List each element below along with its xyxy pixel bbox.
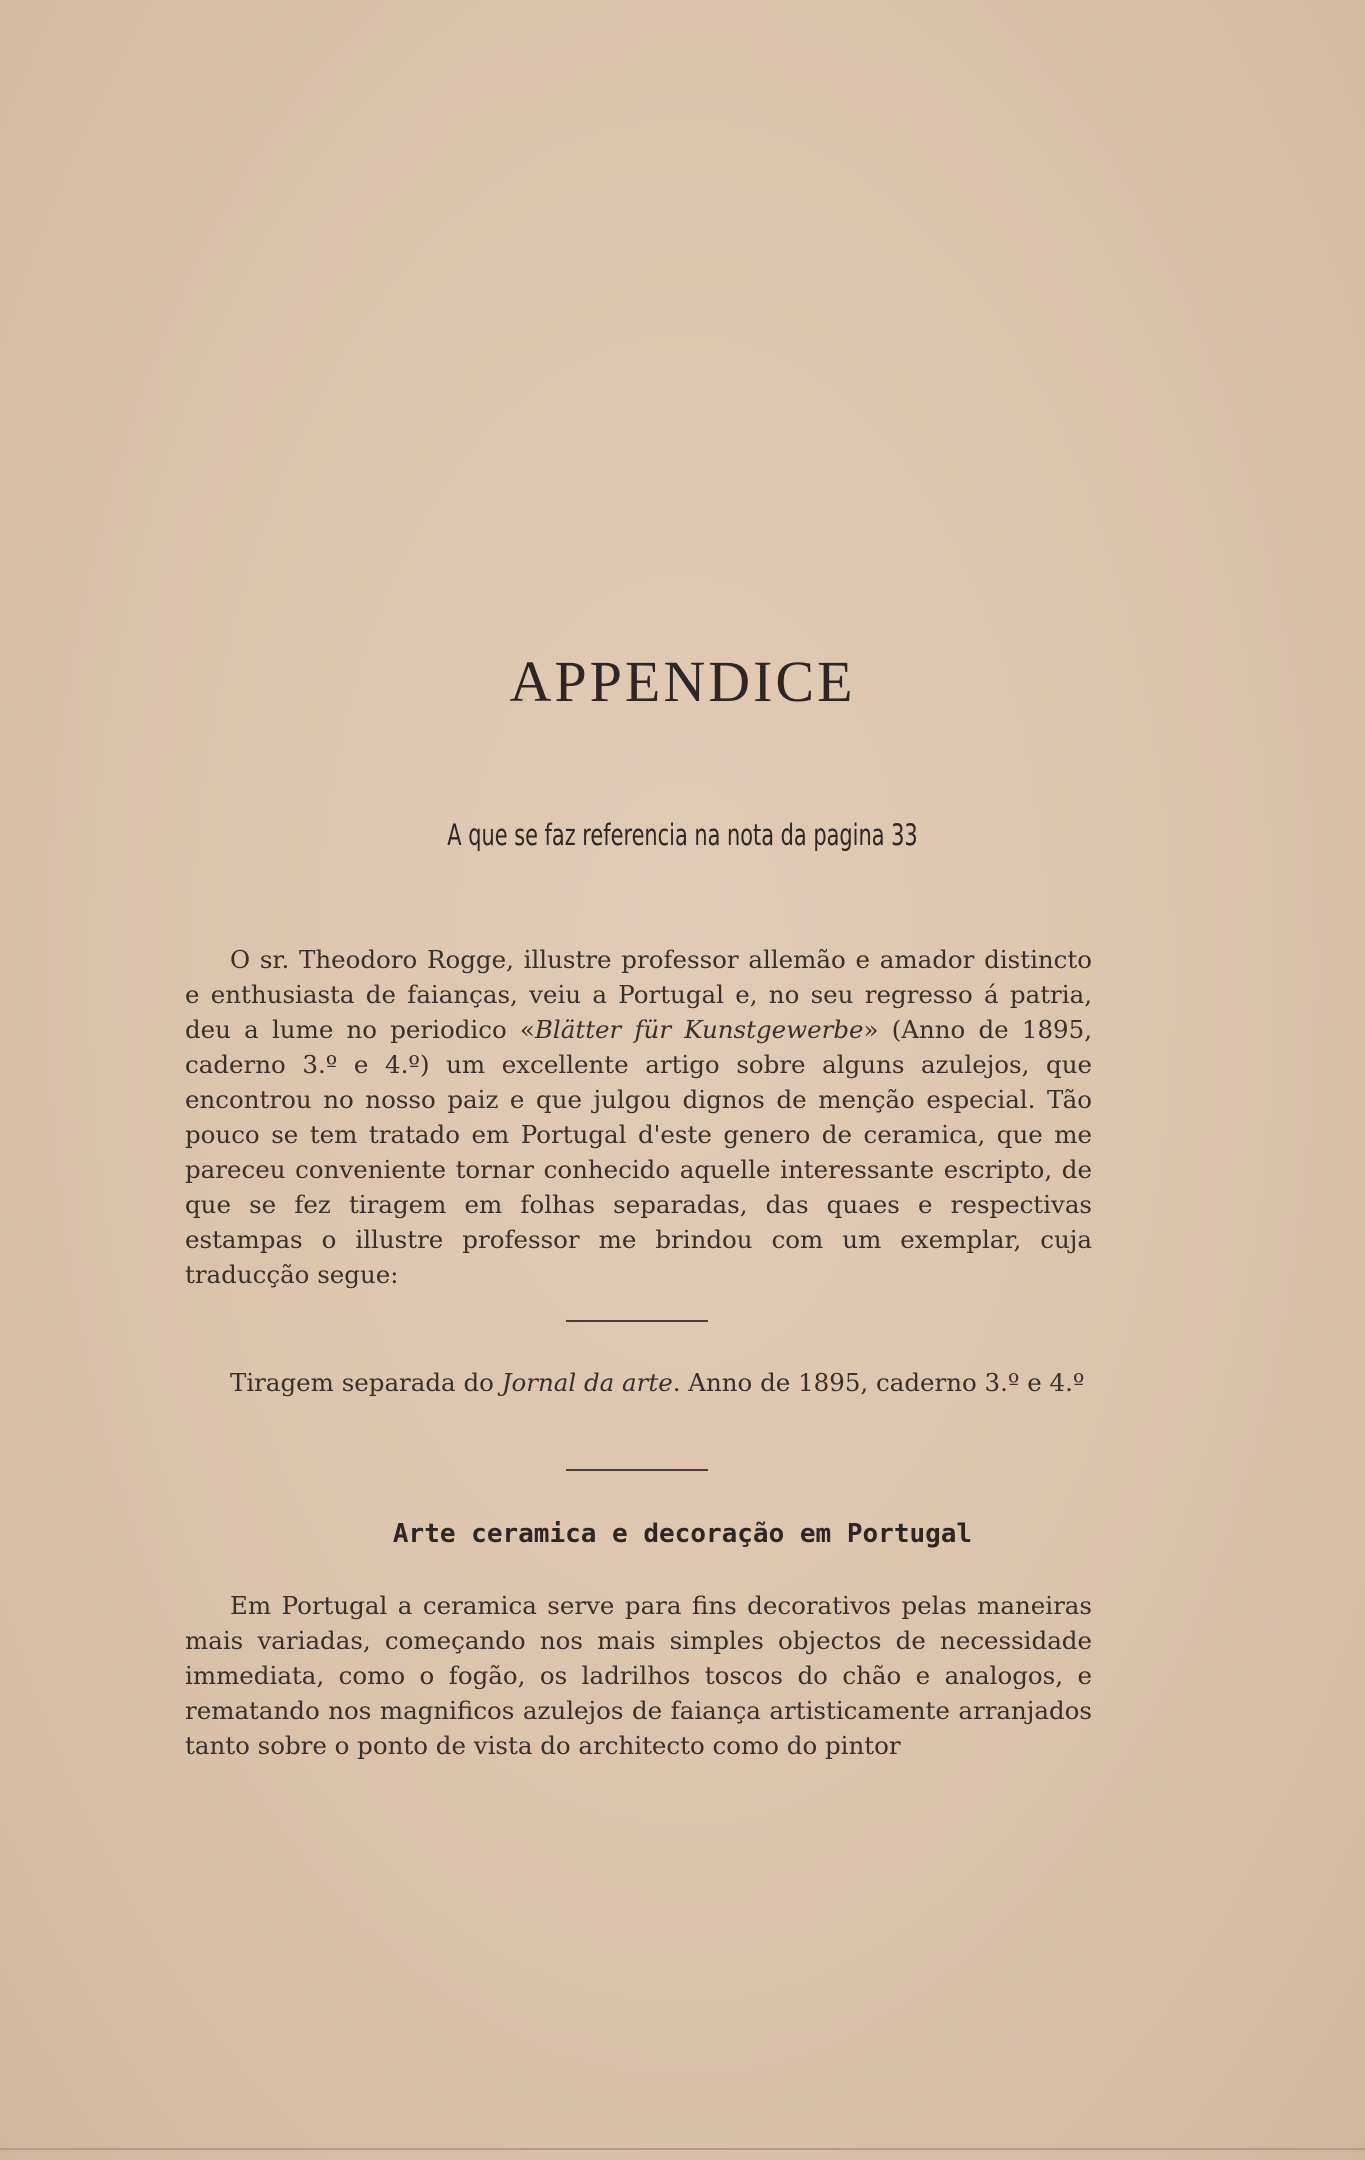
intro-paragraph: O sr. Theodoro Rogge, illustre professor allemão e amador distincto e enthusiasta de faianças, veiu a Portugal e, no seu regresso á patria, deu a lume no periodico «Blätter für Kunstgewerbe» (Anno de 1895, caderno 3.º e 4.º) um excellente artigo sobre alguns azulejos, que encontrou no nosso paiz e que julgou dignos de menção especial. Tão pouco se tem tratado em Portugal d'este genero de ceramica, que me pareceu conveniente tornar conhecido aquelle interessante escripto, de que se fez tiragem em folhas separadas, das quaes e respectivas estampas o illustre professor me brindou com um exemplar, cuja traducção segue:	[185, 945, 1093, 1289]
divider	[566, 1320, 708, 1322]
page-edge-line	[0, 2148, 1365, 2150]
subtitle: A que se faz referencia na nota da pagina 33	[447, 818, 918, 852]
journal-title: Jornal da arte	[501, 1368, 673, 1397]
divider	[566, 1469, 708, 1471]
page-title: APPENDICE	[509, 649, 856, 714]
periodical-title: Blätter für Kunstgewerbe	[534, 1015, 864, 1044]
body-paragraph: Em Portugal a ceramica serve para fins decorativos pelas maneiras mais variadas, começando nos mais simples objectos de necessidade immediata, como o fogão, os ladrilhos toscos do chão e analogos, e rematando nos magnificos azulejos de faiança artisticamente arranjados tanto sobre o ponto de vista do architecto como do pintor	[185, 1591, 1092, 1760]
section-title: Arte ceramica e decoração em Portugal	[392, 1519, 973, 1549]
reprint-note: Tiragem separada do Jornal da arte. Anno de 1895, caderno 3.º e 4.º	[230, 1368, 1085, 1397]
